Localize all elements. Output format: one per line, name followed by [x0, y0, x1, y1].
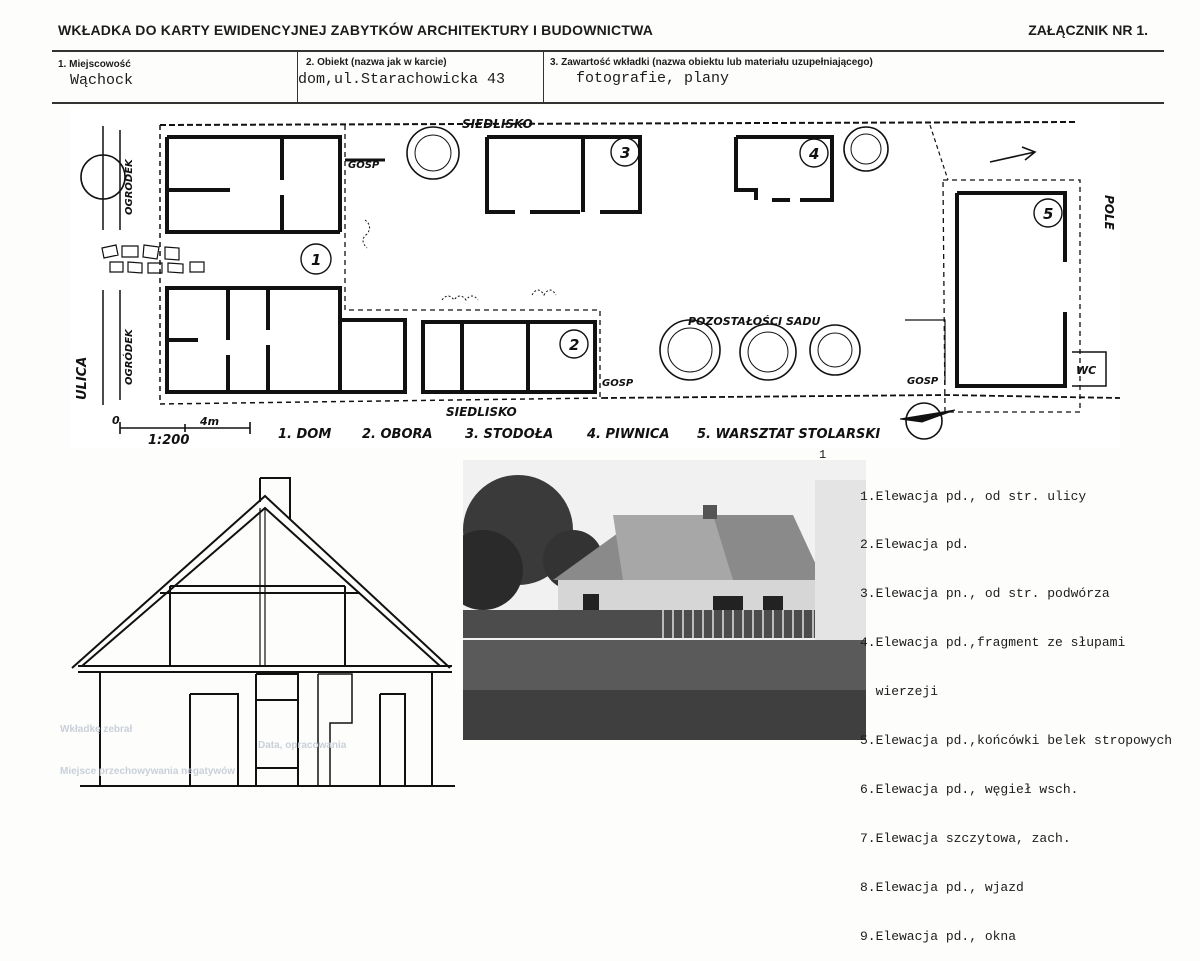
faded-form-date: Data, opracowania [258, 740, 347, 751]
caption-item: wierzeji [860, 684, 939, 700]
plan-garden-top: OGRÓDEK [124, 159, 135, 215]
plan-number-1: 1 [311, 251, 322, 269]
plan-gosp-1: GOSP [348, 160, 380, 171]
plan-scale-ratio: 1:200 [148, 433, 190, 448]
field-value-locality: Wąchock [70, 72, 134, 89]
plan-legend-3: 3. STODOŁA [465, 427, 554, 442]
plan-garden-bottom: OGRÓDEK [124, 329, 135, 385]
house-photograph [463, 460, 866, 740]
plan-gosp-2: GOSP [602, 378, 634, 389]
faded-form-storage: Miejsce przechowywania negatywów [60, 766, 236, 777]
field-label-locality: 1. Miejscowość [58, 59, 131, 70]
caption-item: 2.Elewacja pd. [860, 537, 970, 553]
plan-number-4: 4 [809, 145, 820, 163]
plan-scale-zero: 0 [112, 414, 120, 427]
plan-road-top: SIEDLISKO [462, 117, 533, 131]
caption-item: 9.Elewacja pd., okna [860, 928, 1017, 944]
photo-sheet-number: 1 [819, 448, 827, 462]
field-value-object: dom,ul.Starachowicka 43 [298, 71, 506, 88]
plan-scale-length: 4m [200, 415, 220, 428]
plan-orchard-label: POZOSTAŁOŚCI SADU [688, 315, 821, 328]
caption-item: 4.Elewacja pd.,fragment ze słupami [860, 635, 1126, 651]
plan-legend-4: 4. PIWNICA [587, 427, 670, 442]
plan-street-label: ULICA [75, 356, 90, 400]
faded-form-collector: Wkładkę zebrał [60, 724, 133, 735]
field-label-object: 2. Obiekt (nazwa jak w karcie) [306, 57, 447, 68]
plan-number-5: 5 [1043, 205, 1054, 223]
plan-field-label: POLE [1102, 195, 1116, 230]
plan-legend-1: 1. DOM [278, 427, 332, 442]
caption-item: 1.Elewacja pd., od str. ulicy [860, 488, 1087, 504]
form-title: WKŁADKA DO KARTY EWIDENCYJNEJ ZABYTKÓW ARCHITEKTURY I BUDOWNICTWA [58, 22, 654, 38]
plan-number-2: 2 [569, 336, 580, 354]
caption-item: 6.Elewacja pd., węgieł wsch. [860, 781, 1079, 797]
caption-item: 5.Elewacja pd.,końcówki belek stropowych [860, 733, 1173, 749]
field-label-contents: 3. Zawartość wkładki (nazwa obiektu lub materiału uzupełniającego) [550, 57, 873, 68]
plan-gosp-3: GOSP [907, 376, 939, 387]
photo-captions [860, 456, 1200, 961]
plan-number-3: 3 [620, 144, 631, 162]
plan-road-bottom: SIEDLISKO [446, 405, 517, 419]
caption-item: 3.Elewacja pn., od str. podwórza [860, 586, 1110, 602]
plan-legend-2: 2. OBORA [362, 427, 433, 442]
caption-item: 7.Elewacja szczytowa, zach. [860, 830, 1071, 846]
plan-legend-5: 5. WARSZTAT STOLARSKI [697, 427, 881, 442]
plan-wc-label: WC [1076, 364, 1097, 377]
annex-number: ZAŁĄCZNIK NR 1. [1028, 22, 1148, 38]
caption-item: 8.Elewacja pd., wjazd [860, 879, 1024, 895]
field-value-contents: fotografie, plany [576, 70, 730, 87]
